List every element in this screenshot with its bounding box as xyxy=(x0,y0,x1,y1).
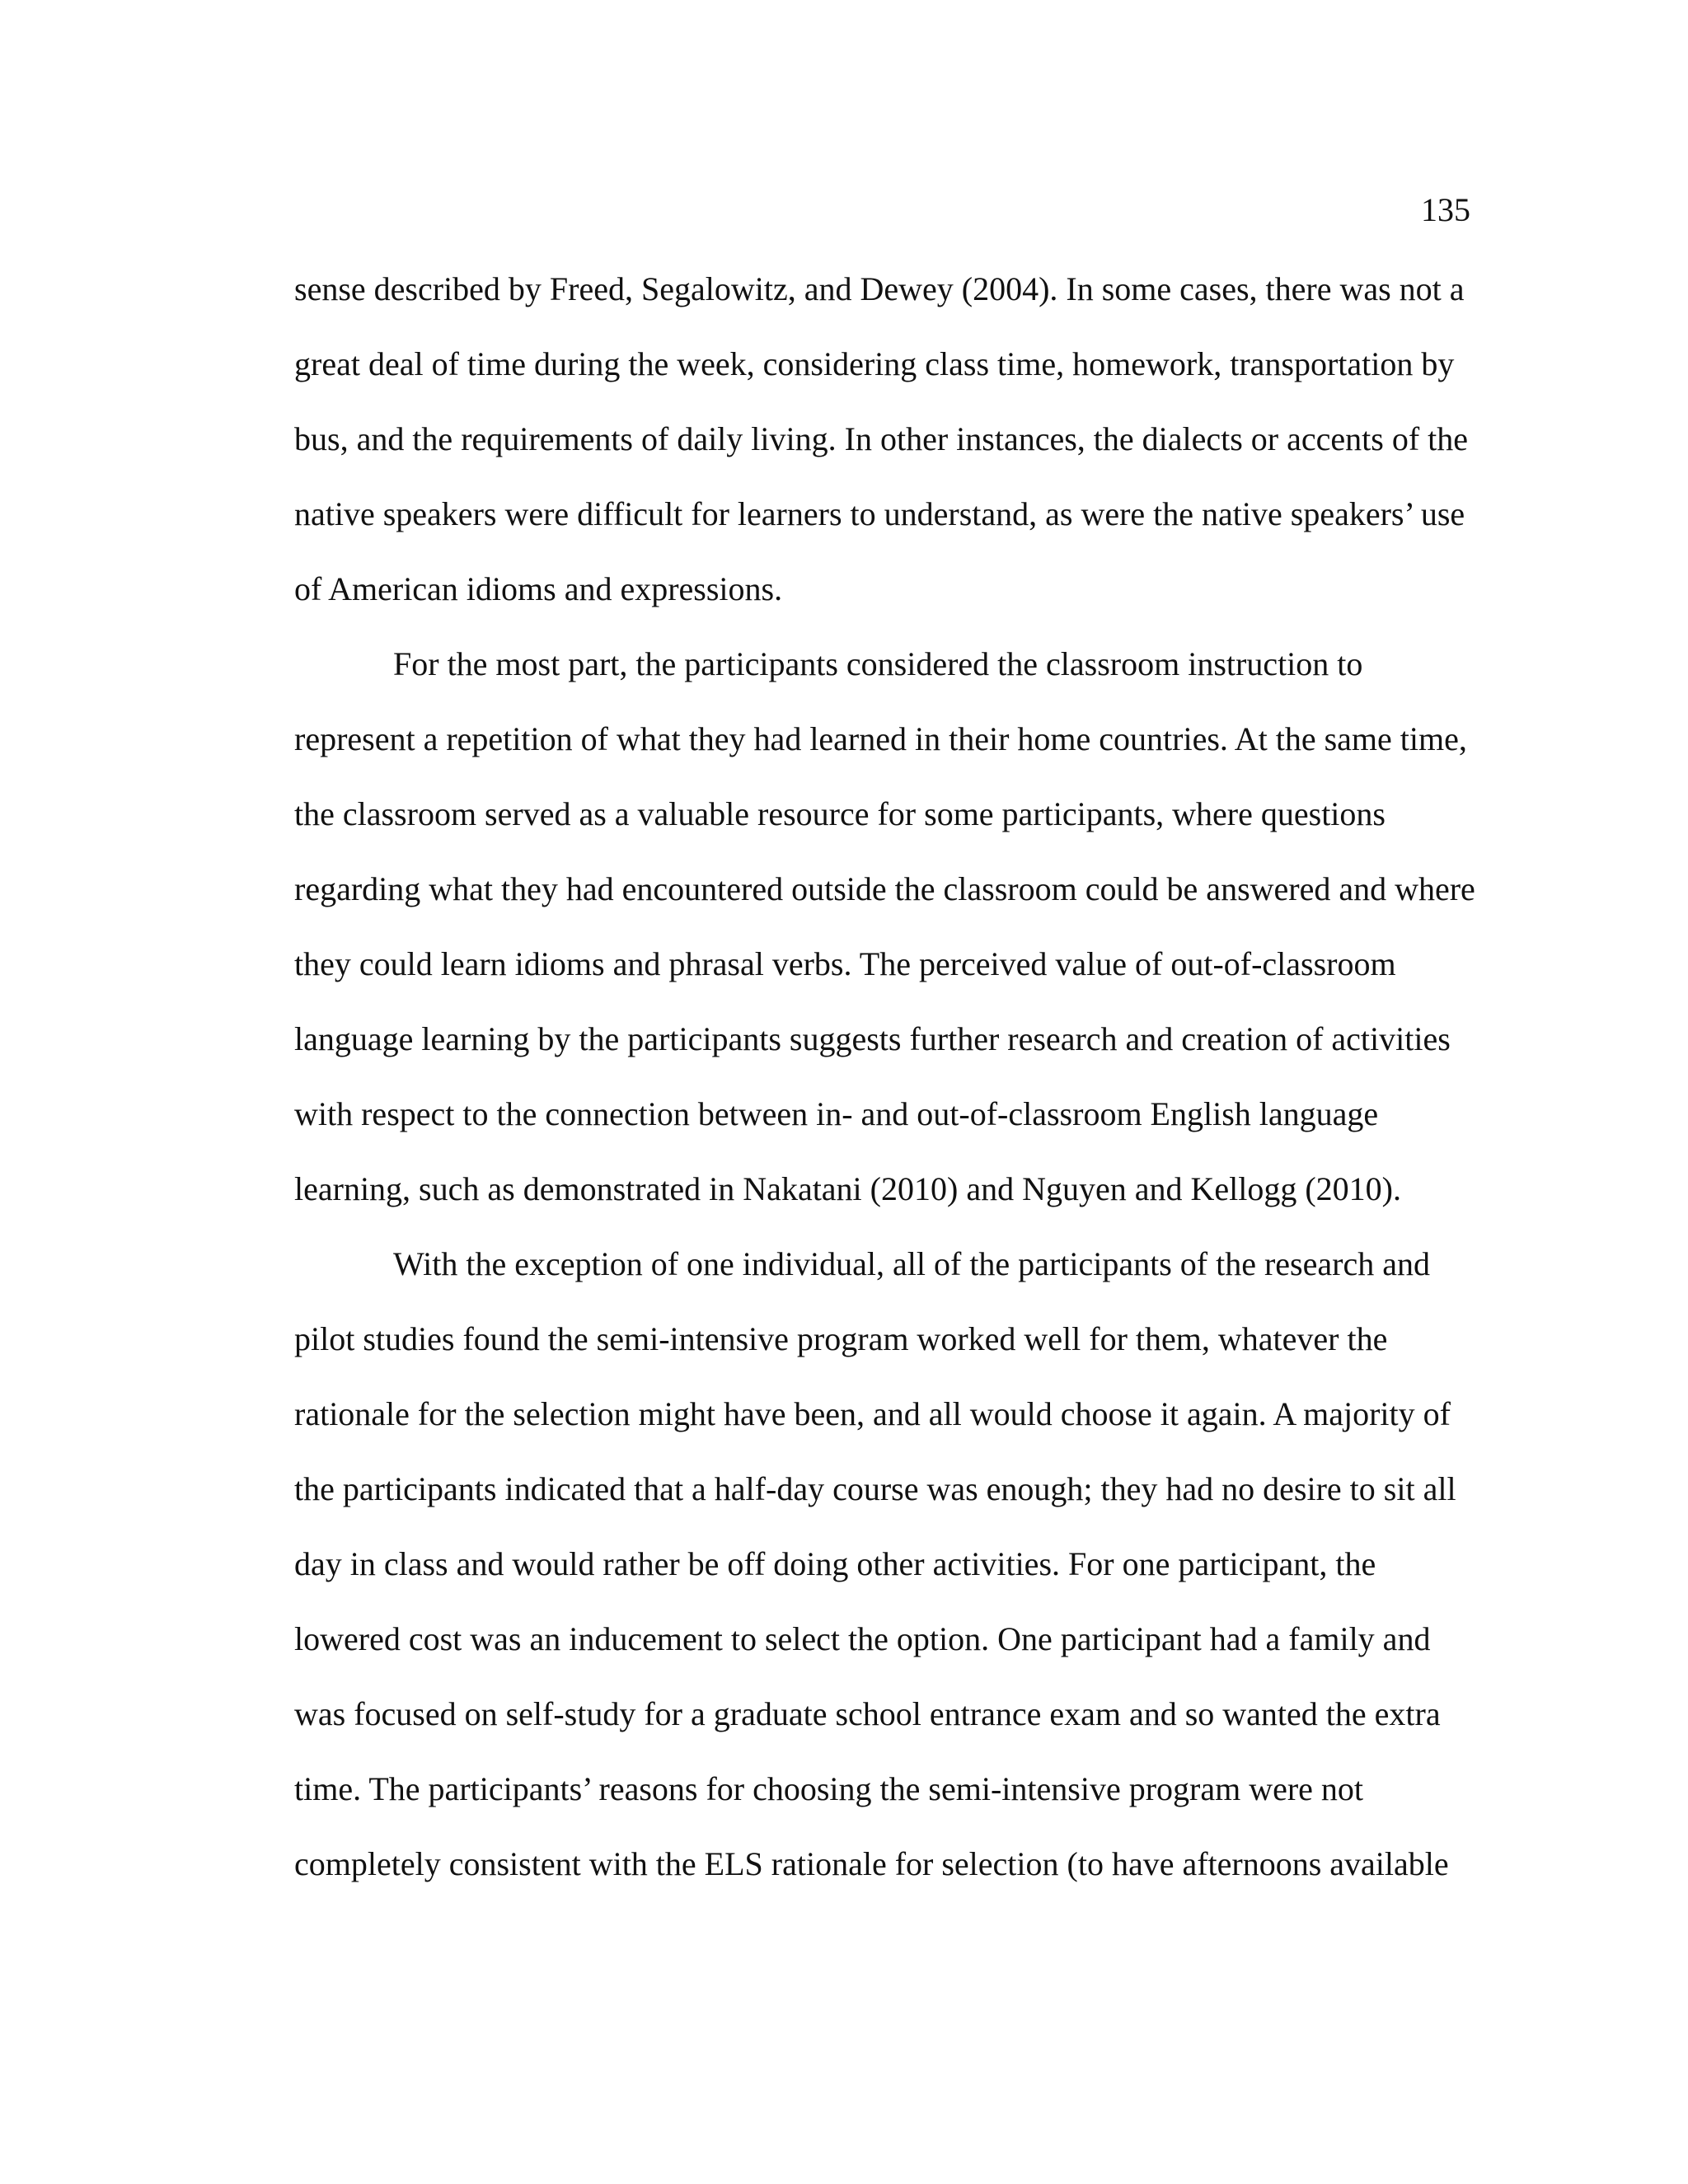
text-line: represent a repetition of what they had learned in their home countries. At the same time, xyxy=(294,720,1467,757)
text-line: the classroom served as a valuable resource for some participants, where questions xyxy=(294,795,1386,832)
text-line: lowered cost was an inducement to select the option. One participant had a family and xyxy=(294,1620,1431,1657)
text-line-indented: For the most part, the participants considered the classroom instruction to xyxy=(393,645,1363,682)
paragraph-3 xyxy=(294,1226,1465,1901)
text-line: rationale for the selection might have been, and all would choose it again. A majority of xyxy=(294,1395,1451,1432)
text-line: the participants indicated that a half-day course was enough; they had no desire to sit all xyxy=(294,1470,1456,1507)
text-line: bus, and the requirements of daily living. In other instances, the dialects or accents of the xyxy=(294,420,1469,457)
text-line: learning, such as demonstrated in Nakatani (2010) and Nguyen and Kellogg (2010). xyxy=(294,1170,1401,1207)
text-line: regarding what they had encountered outside the classroom could be answered and where xyxy=(294,870,1475,907)
text-line: they could learn idioms and phrasal verbs. The perceived value of out-of-classroom xyxy=(294,945,1396,982)
body-text xyxy=(294,251,1475,1901)
paragraph-1 xyxy=(294,251,1469,626)
text-line: pilot studies found the semi-intensive program worked well for them, whatever the xyxy=(294,1320,1388,1357)
text-line: day in class and would rather be off doing other activities. For one participant, the xyxy=(294,1545,1376,1582)
text-line: language learning by the participants suggests further research and creation of activities xyxy=(294,1020,1451,1057)
text-line: of American idioms and expressions. xyxy=(294,570,783,607)
text-line-indented: With the exception of one individual, all of the participants of the research and xyxy=(393,1245,1430,1282)
page-number: 135 xyxy=(1421,191,1470,228)
text-line: completely consistent with the ELS rationale for selection (to have afternoons available xyxy=(294,1845,1449,1882)
paragraph-2 xyxy=(294,626,1475,1226)
text-line: time. The participants’ reasons for choosing the semi-intensive program were not xyxy=(294,1770,1364,1807)
text-line: with respect to the connection between in- and out-of-classroom English language xyxy=(294,1095,1379,1132)
text-line: native speakers were difficult for learners to understand, as were the native speakers’ use xyxy=(294,495,1465,532)
text-line: sense described by Freed, Segalowitz, and Dewey (2004). In some cases, there was not a xyxy=(294,270,1465,307)
text-line: great deal of time during the week, considering class time, homework, transportation by xyxy=(294,345,1455,382)
text-line: was focused on self-study for a graduate school entrance exam and so wanted the extra xyxy=(294,1695,1441,1732)
